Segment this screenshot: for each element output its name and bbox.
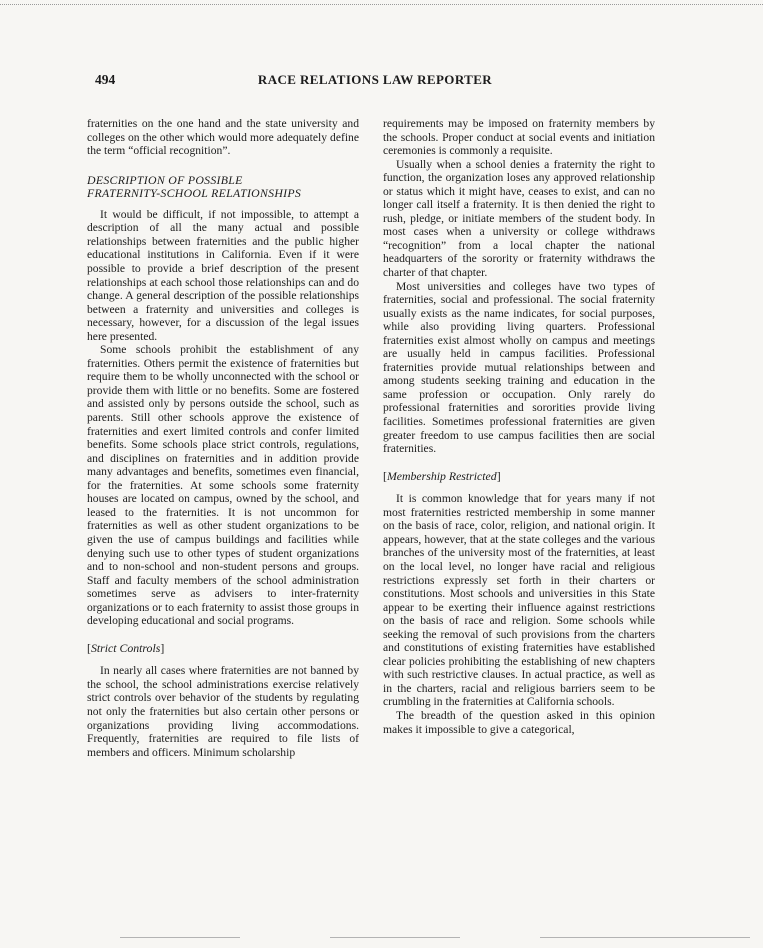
left-paragraph-2: It would be difficult, if not impossible, to attempt a description of all the many actual and possible relationships between fraternities and the public higher educational institutions in California. Even if it were possible to provide a brief description of the present relationships at each school those relationships can and do change. A general description of the possible relationships between a fraternity and universities and colleges is necessary, however, for a discussion of the legal issues here presented.	[87, 207, 359, 343]
left-paragraph-4: In nearly all cases where fraternities are not banned by the school, the school administrations exercise relatively strict controls over behavior of the students by regulating not only the fraternities but also certain other persons or organizations providing living accommodations. Frequently, fraternities are required to file lists of members and officers. Minimum scholarship	[87, 664, 359, 759]
page-number: 494	[95, 72, 116, 87]
left-paragraph-3: Some schools prohibit the establishment of any fraternities. Others permit the existence of fraternities but require them to be wholly unconnected with the school or provide them with little or no benefits. Some are fostered and assisted only by persons outside the school, such as parents. Still other schools approve the existence of fraternities and exert limited controls and confer limited benefits. Some schools place strict controls, regulations, and disciplines on fraternities and in addition provide many advantages and benefits, sometimes even financial, for the fraternities. At some schools some fraternity houses are located on campus, owned by the school, and leased to the fraternities. It is not uncommon for fraternities as well as other student organizations to be given the use of campus buildings and facilities while denying such use to other types of student organizations and to non-school and non-student persons and groups. Staff and faculty members of the school administration sometimes serve as advisers to inter-fraternity organizations or to each fraternity to assist those groups in developing educational and social programs.	[87, 343, 359, 628]
running-head: RACE RELATIONS LAW REPORTER	[257, 72, 493, 87]
left-column	[87, 117, 359, 759]
bottom-rule-middle	[330, 937, 460, 938]
section-heading-line-1: DESCRIPTION OF POSSIBLE	[87, 172, 243, 187]
right-paragraph-4: It is common knowledge that for years many if not most fraternities restricted membership in some manner on the basis of race, color, religion, and national origin. It appears, however, that at the state colleges and the various branches of the university most of the fraternities, at least on the local level, no longer have racial and religious restrictions expressly set forth in their charters or constitutions. Most schools and universities in this State appear to be exerting their influence against restrictions on the basis of race and religion. Some schools while seeking the removal of such provisions from the charters and constitutions of existing fraternities have established clear policies prohibiting the establishing of new chapters with such restrictive clauses. In actual practice, as well as in the charters, racial and religious barriers seem to be crumbling in the fraternities at California schools.	[383, 492, 655, 709]
left-paragraph-1: fraternities on the one hand and the state university and colleges on the other which would more adequately define the term “official recognition”.	[87, 117, 359, 158]
right-column	[383, 117, 655, 736]
subheading-membership-restricted-text: Membership Restricted	[386, 468, 497, 483]
right-paragraph-1: requirements may be imposed on fraternity members by the schools. Proper conduct at social events and initiation ceremonies is commonly a requisite.	[383, 117, 655, 158]
right-paragraph-2: Usually when a school denies a fraternity the right to function, the organization loses any approved relationship or status which it might have, ceases to exist, and can no longer call itself a fraternity. It is then denied the right to rush, pledge, or initiate members of the student body. In most cases when a university or college withdraws “recognition” from a local chapter the national headquarters of the sorority or fraternity withdraws the charter of that chapter.	[383, 157, 655, 280]
bottom-rule-right	[540, 937, 750, 938]
section-heading-line-2: FRATERNITY-SCHOOL RELATIONSHIPS	[87, 186, 302, 201]
section-heading	[87, 174, 359, 201]
subheading-membership-restricted: [Membership Restricted]	[383, 468, 501, 483]
right-paragraph-5: The breadth of the question asked in this opinion makes it impossible to give a categorical,	[383, 708, 655, 736]
top-border	[0, 4, 763, 5]
right-paragraph-3: Most universities and colleges have two types of fraternities, social and professional. The social fraternity usually exists as the name indicates, for social purposes, while also providing living quarters. Professional fraternities exist almost wholly on campus and meetings are usually held in campus facilities. Professional fraternities provide mutual relationships between and among students seeking training and education in the same profession or occupation. Only rarely do professional fraternities and sororities provide living facilities. Sometimes professional fraternities are given greater freedom to use campus facilities then are social fraternities.	[383, 279, 655, 456]
bottom-rule-left	[120, 937, 240, 938]
subheading-strict-controls: [Strict Controls]	[87, 640, 165, 655]
subheading-strict-controls-text: Strict Controls	[90, 640, 161, 655]
page-header	[95, 72, 655, 92]
